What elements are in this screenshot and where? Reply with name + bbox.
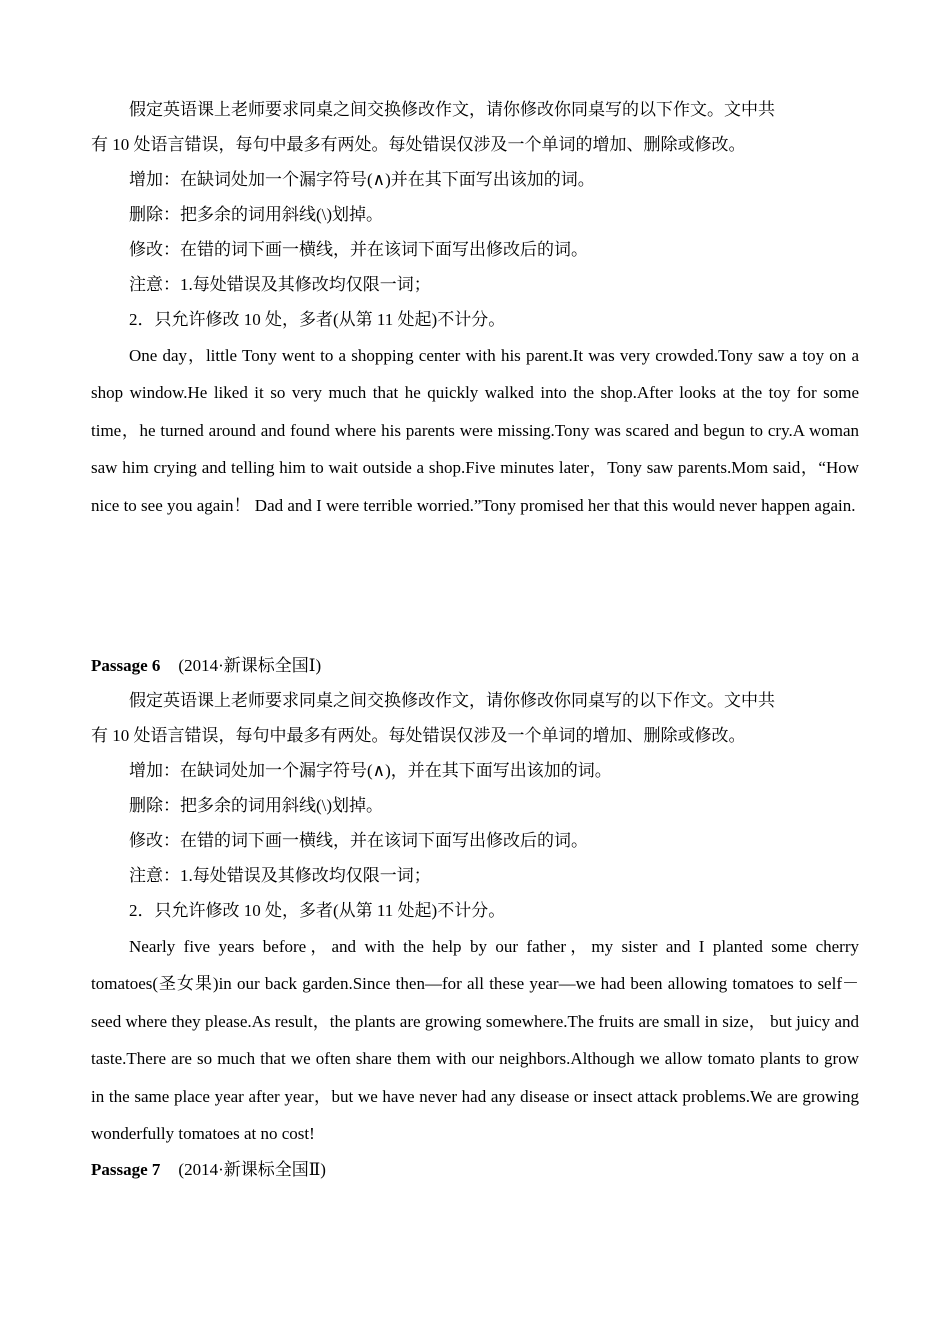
- passage-source: (2014·新课标全国Ⅰ): [178, 656, 322, 676]
- passage-heading: [91, 1152, 859, 1187]
- instructions-line-2: 有 10 处语言错误，每句中最多有两处。每处错误仅涉及一个单词的增加、删除或修改。: [91, 726, 746, 746]
- instructions-line-2: 有 10 处语言错误，每句中最多有两处。每处错误仅涉及一个单词的增加、删除或修改。: [91, 135, 746, 154]
- modify-rule: 修改：在错的词下画一横线，并在该词下面写出修改后的词。: [129, 240, 588, 259]
- delete-rule: 删除：把多余的词用斜线(\)划掉。: [129, 796, 384, 816]
- passage-text: Nearly five years before，and with the help by our father，my sister and I planted some cherry tomatoes(圣女果)in our back garden.Since then—for all these year—we had been allowing tomatoes to self－seed where they please.As result，the plants are growing somewhere.The fruits are small in size， but juicy and taste.There are so much that we often share them with our neighbors.Although we allow tomato plants to grow in the same place year after year，but we have never had any disease or insect attack problems.We are growing wonderfully tomatoes at no cost!: [91, 937, 859, 1144]
- instructions-line-1: 假定英语课上老师要求同桌之间交换修改作文，请你修改你同桌写的以下作文。文中共: [129, 100, 775, 119]
- document-page: [91, 92, 859, 1187]
- delete-rule: 删除：把多余的词用斜线(\)划掉。: [129, 205, 384, 224]
- modify-rule: 修改：在错的词下画一横线，并在该词下面写出修改后的词。: [129, 831, 588, 851]
- instructions-line-1: 假定英语课上老师要求同桌之间交换修改作文，请你修改你同桌写的以下作文。文中共: [129, 691, 775, 711]
- note-1: 注意：1.每处错误及其修改均仅限一词；: [129, 866, 431, 886]
- note-2: 2．只允许修改 10 处，多者(从第 11 处起)不计分。: [129, 901, 506, 921]
- passage-text: One day，little Tony went to a shopping center with his parent.It was very crowded.Tony saw a toy on a shop window.He liked it so very much that he quickly walked into the shop.After looks at the toy for some time，he turned around and found where his parents were missing.Tony was scared and begun to cry.A woman saw him crying and telling him to wait outside a shop.Five minutes later，Tony saw parents.Mom said，“How nice to see you again！ Dad and I were terrible worried.”Tony promised her that this would never happen again.: [91, 346, 859, 515]
- passage-label: Passage 6: [91, 656, 161, 676]
- note-1: 注意：1.每处错误及其修改均仅限一词；: [129, 275, 431, 294]
- passage-label: Passage 7: [91, 1160, 161, 1180]
- add-rule: 增加：在缺词处加一个漏字符号(∧)，并在其下面写出该加的词。: [129, 761, 612, 781]
- passage-heading: [91, 648, 859, 683]
- note-2: 2．只允许修改 10 处，多者(从第 11 处起)不计分。: [129, 310, 506, 329]
- passage-source: (2014·新课标全国Ⅱ): [178, 1160, 326, 1180]
- add-rule: 增加：在缺词处加一个漏字符号(∧)并在其下面写出该加的词。: [129, 170, 595, 189]
